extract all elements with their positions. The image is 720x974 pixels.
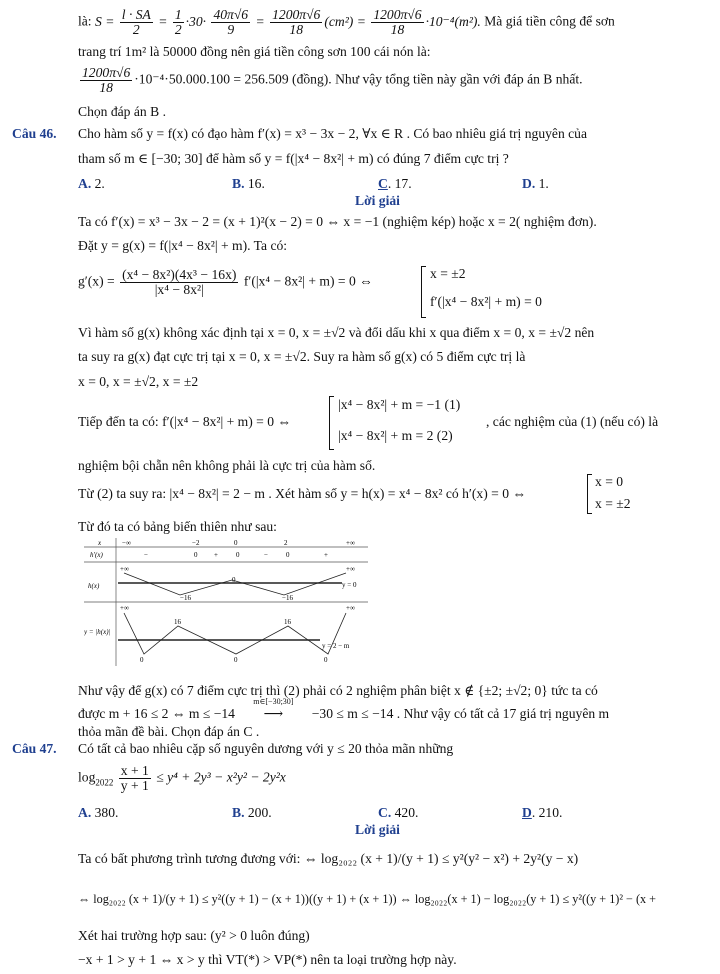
svg-text:0: 0 xyxy=(232,576,236,584)
table-x-val-2: −2 xyxy=(192,539,200,547)
q46-sol-line-6: Tiếp đến ta có: f′(|x⁴ − 8x²| + m) = 0 ⇔ xyxy=(78,414,292,429)
q47-sol-line-4: −x + 1 > y + 1 ⇔ x > y thì VT(*) > VP(*) nên ta loại trường hợp này. xyxy=(78,952,457,967)
q46-sol-line-1: Ta có f′(x) = x³ − 3x − 2 = (x + 1)²(x − 2) = 0 ⇔ x = −1 (nghiệm kép) hoặc x = 2( nghiệm đơn). xyxy=(78,214,597,229)
g-case-brace xyxy=(421,266,426,318)
svg-text:−16: −16 xyxy=(282,594,293,602)
q47-option-d[interactable]: D. 210. xyxy=(522,805,563,820)
table-y-header: y = |h(x)| xyxy=(84,628,111,636)
table-h-header: h(x) xyxy=(88,582,100,590)
q46-sol-line-12: thỏa mãn đề bài. Chọn đáp án C . xyxy=(78,724,260,739)
h-case-2: x = ±2 xyxy=(595,496,631,511)
svg-text:16: 16 xyxy=(284,618,291,626)
table-x-val-3: 0 xyxy=(234,539,238,547)
q47-stem: Có tất cả bao nhiêu cặp số nguyên dương với y ≤ 20 thỏa mãn những xyxy=(78,741,454,756)
svg-text:+∞: +∞ xyxy=(346,604,355,612)
svg-text:0: 0 xyxy=(140,656,144,664)
q46-option-a[interactable]: A. 2. xyxy=(78,176,105,191)
q46-sol-line-4: ta suy ra g(x) đạt cực trị tại x = 0, x = ±√2. Suy ra hàm số g(x) có 5 điểm cực trị là xyxy=(78,349,526,364)
q47-solution-title: Lời giải xyxy=(355,822,400,837)
table-x-val-5: +∞ xyxy=(346,539,355,547)
q46-sol-line-7: nghiệm bội chẵn nên không phải là cực trị của hàm số. xyxy=(78,458,376,473)
svg-text:0: 0 xyxy=(324,656,328,664)
q46-stem-1: Cho hàm số y = f(x) có đạo hàm f′(x) = x³ − 3x − 2, ∀x ∈ R . Có bao nhiêu giá trị nguyên của xyxy=(78,126,588,141)
svg-text:+: + xyxy=(324,551,328,559)
table-x-header: x xyxy=(98,539,102,547)
svg-text:+∞: +∞ xyxy=(346,565,355,573)
q46-option-b[interactable]: B. 16. xyxy=(232,176,265,191)
q46-option-c[interactable]: C. 17. xyxy=(378,176,412,191)
svg-text:16: 16 xyxy=(174,618,181,626)
svg-text:+∞: +∞ xyxy=(120,604,129,612)
prev-line-4: Chọn đáp án B . xyxy=(78,104,166,119)
g-case-2: f′(|x⁴ − 8x²| + m) = 0 xyxy=(430,294,542,309)
q47-option-b[interactable]: B. 200. xyxy=(232,805,272,820)
eq-case-2: |x⁴ − 8x²| + m = 2 (2) xyxy=(338,428,453,443)
svg-text:−: − xyxy=(264,551,268,559)
q46-sol-line-6b: , các nghiệm của (1) (nếu có) là xyxy=(486,414,659,429)
q46-solution-title: Lời giải xyxy=(355,193,400,208)
prev-line-1: là: S = $\frac{l \cdot SA}{2}$ = $\frac{1}{2}$ ·30· $\frac{40\pi√6}{9}$ = $\frac{1200\pi√6}{18}$ (cm²) = $\frac{1200\pi√6}{18}$ ·10⁻⁴(m²). Mà giá tiền công để sơn xyxy=(78,7,615,37)
svg-text:0: 0 xyxy=(236,551,240,559)
svg-text:0: 0 xyxy=(234,656,238,664)
q47-option-c[interactable]: C. 420. xyxy=(378,805,419,820)
svg-text:−: − xyxy=(144,551,148,559)
svg-text:−16: −16 xyxy=(180,594,191,602)
svg-text:y = 2 − m: y = 2 − m xyxy=(322,642,350,650)
prev-line-3: $\frac{1200\pi√6}{18}$ ·10⁻⁴·50.000.100 = 256.509 (đồng). Như vậy tổng tiền này gần với đáp án B nhất. xyxy=(82,65,583,95)
q46-sol-line-8: Từ (2) ta suy ra: |x⁴ − 8x²| = 2 − m . Xét hàm số y = h(x) = x⁴ − 8x² có h′(x) = 0 ⇔ xyxy=(78,486,527,501)
q47-inequality: $\log_{2022}$ $\frac{x + 1}{y + 1}$ ≤ y⁴ + 2y³ − x²y² − 2y²x xyxy=(78,763,286,793)
q47-sol-line-2: ⇔ log₂₀₂₂ (x + 1)/(y + 1) ≤ y²((y + 1) − (x + 1))((y + 1) + (x + 1)) ⇔ log₂₀₂₂(x + 1) − log₂₀₂₂(y + 1) ≤ y²((y + 1)² − (x + xyxy=(78,892,657,906)
question-47-label: Câu 47. xyxy=(12,741,57,756)
q46-sol-line-10: Như vậy để g(x) có 7 điểm cực trị thì (2) phải có 2 nghiệm phân biệt x ∉ {±2; ±√2; 0} tức ta có xyxy=(78,683,598,698)
q47-sol-line-1: Ta có bất phương trình tương đương với: ⇔ log₂₀₂₂ (x + 1)/(y + 1) ≤ y²(y² − x²) + 2y²(y − x) xyxy=(78,851,579,866)
q46-sol-line-11: được m + 16 ≤ 2 ⇔ m ≤ −14 m∈[−30;30] ⟶ −30 ≤ m ≤ −14 . Như vậy có tất cả 17 giá trị nguyên m xyxy=(78,697,610,721)
table-x-val-4: 2 xyxy=(284,539,288,547)
table-hp-header: h′(x) xyxy=(90,551,103,559)
q46-sol-line-3: Vì hàm số g(x) không xác định tại x = 0, x = ±√2 và đổi dấu khi x qua điểm x = 0, x = ±√2 nên xyxy=(78,325,595,340)
q47-sol-line-3: Xét hai trường hợp sau: (y² > 0 luôn đúng) xyxy=(78,928,310,943)
svg-text:0: 0 xyxy=(286,551,290,559)
h-case-brace xyxy=(587,474,592,514)
svg-text:+∞: +∞ xyxy=(120,565,129,573)
prev-line-2: trang trí 1m² là 50000 đồng nên giá tiền công sơn 100 cái nón là: xyxy=(78,44,431,59)
question-46-label: Câu 46. xyxy=(12,126,57,141)
q46-sol-line-5: x = 0, x = ±√2, x = ±2 xyxy=(78,374,199,389)
q46-sol-line-2: Đặt y = g(x) = f(|x⁴ − 8x²| + m). Ta có: xyxy=(78,238,288,253)
h-case-1: x = 0 xyxy=(595,474,624,489)
q47-option-a[interactable]: A. 380. xyxy=(78,805,119,820)
g-case-1: x = ±2 xyxy=(430,266,466,281)
variation-table xyxy=(84,538,368,666)
q46-option-d[interactable]: D. 1. xyxy=(522,176,549,191)
q46-stem-2: tham số m ∈ [−30; 30] để hàm số y = f(|x⁴ − 8x²| + m) có đúng 7 điểm cực trị ? xyxy=(78,151,509,166)
svg-text:+: + xyxy=(214,551,218,559)
eq-case-1: |x⁴ − 8x²| + m = −1 (1) xyxy=(338,397,461,412)
svg-text:y = 0: y = 0 xyxy=(342,581,357,589)
q46-sol-line-9: Từ đó ta có bảng biến thiên như sau: xyxy=(78,519,277,534)
svg-text:0: 0 xyxy=(194,551,198,559)
area-formula: S = $\frac{l \cdot SA}{2}$ = $\frac{1}{2}$ ·30· $\frac{40\pi√6}{9}$ = $\frac{1200\pi√6}{18}$ (cm²) = $\frac{1200\pi√6}{18}$ ·10⁻⁴(m²). xyxy=(95,7,485,37)
table-x-val-1: −∞ xyxy=(122,539,131,547)
g-derivative-formula: g′(x) = $\frac{\text{(x⁴ − 8x²)(4x³ − 16x)}}{\text{|x⁴ − 8x²|}}$ f′(|x⁴ − 8x²| + m) = 0 ⇔ xyxy=(78,267,373,297)
eq-case-brace xyxy=(329,396,334,450)
